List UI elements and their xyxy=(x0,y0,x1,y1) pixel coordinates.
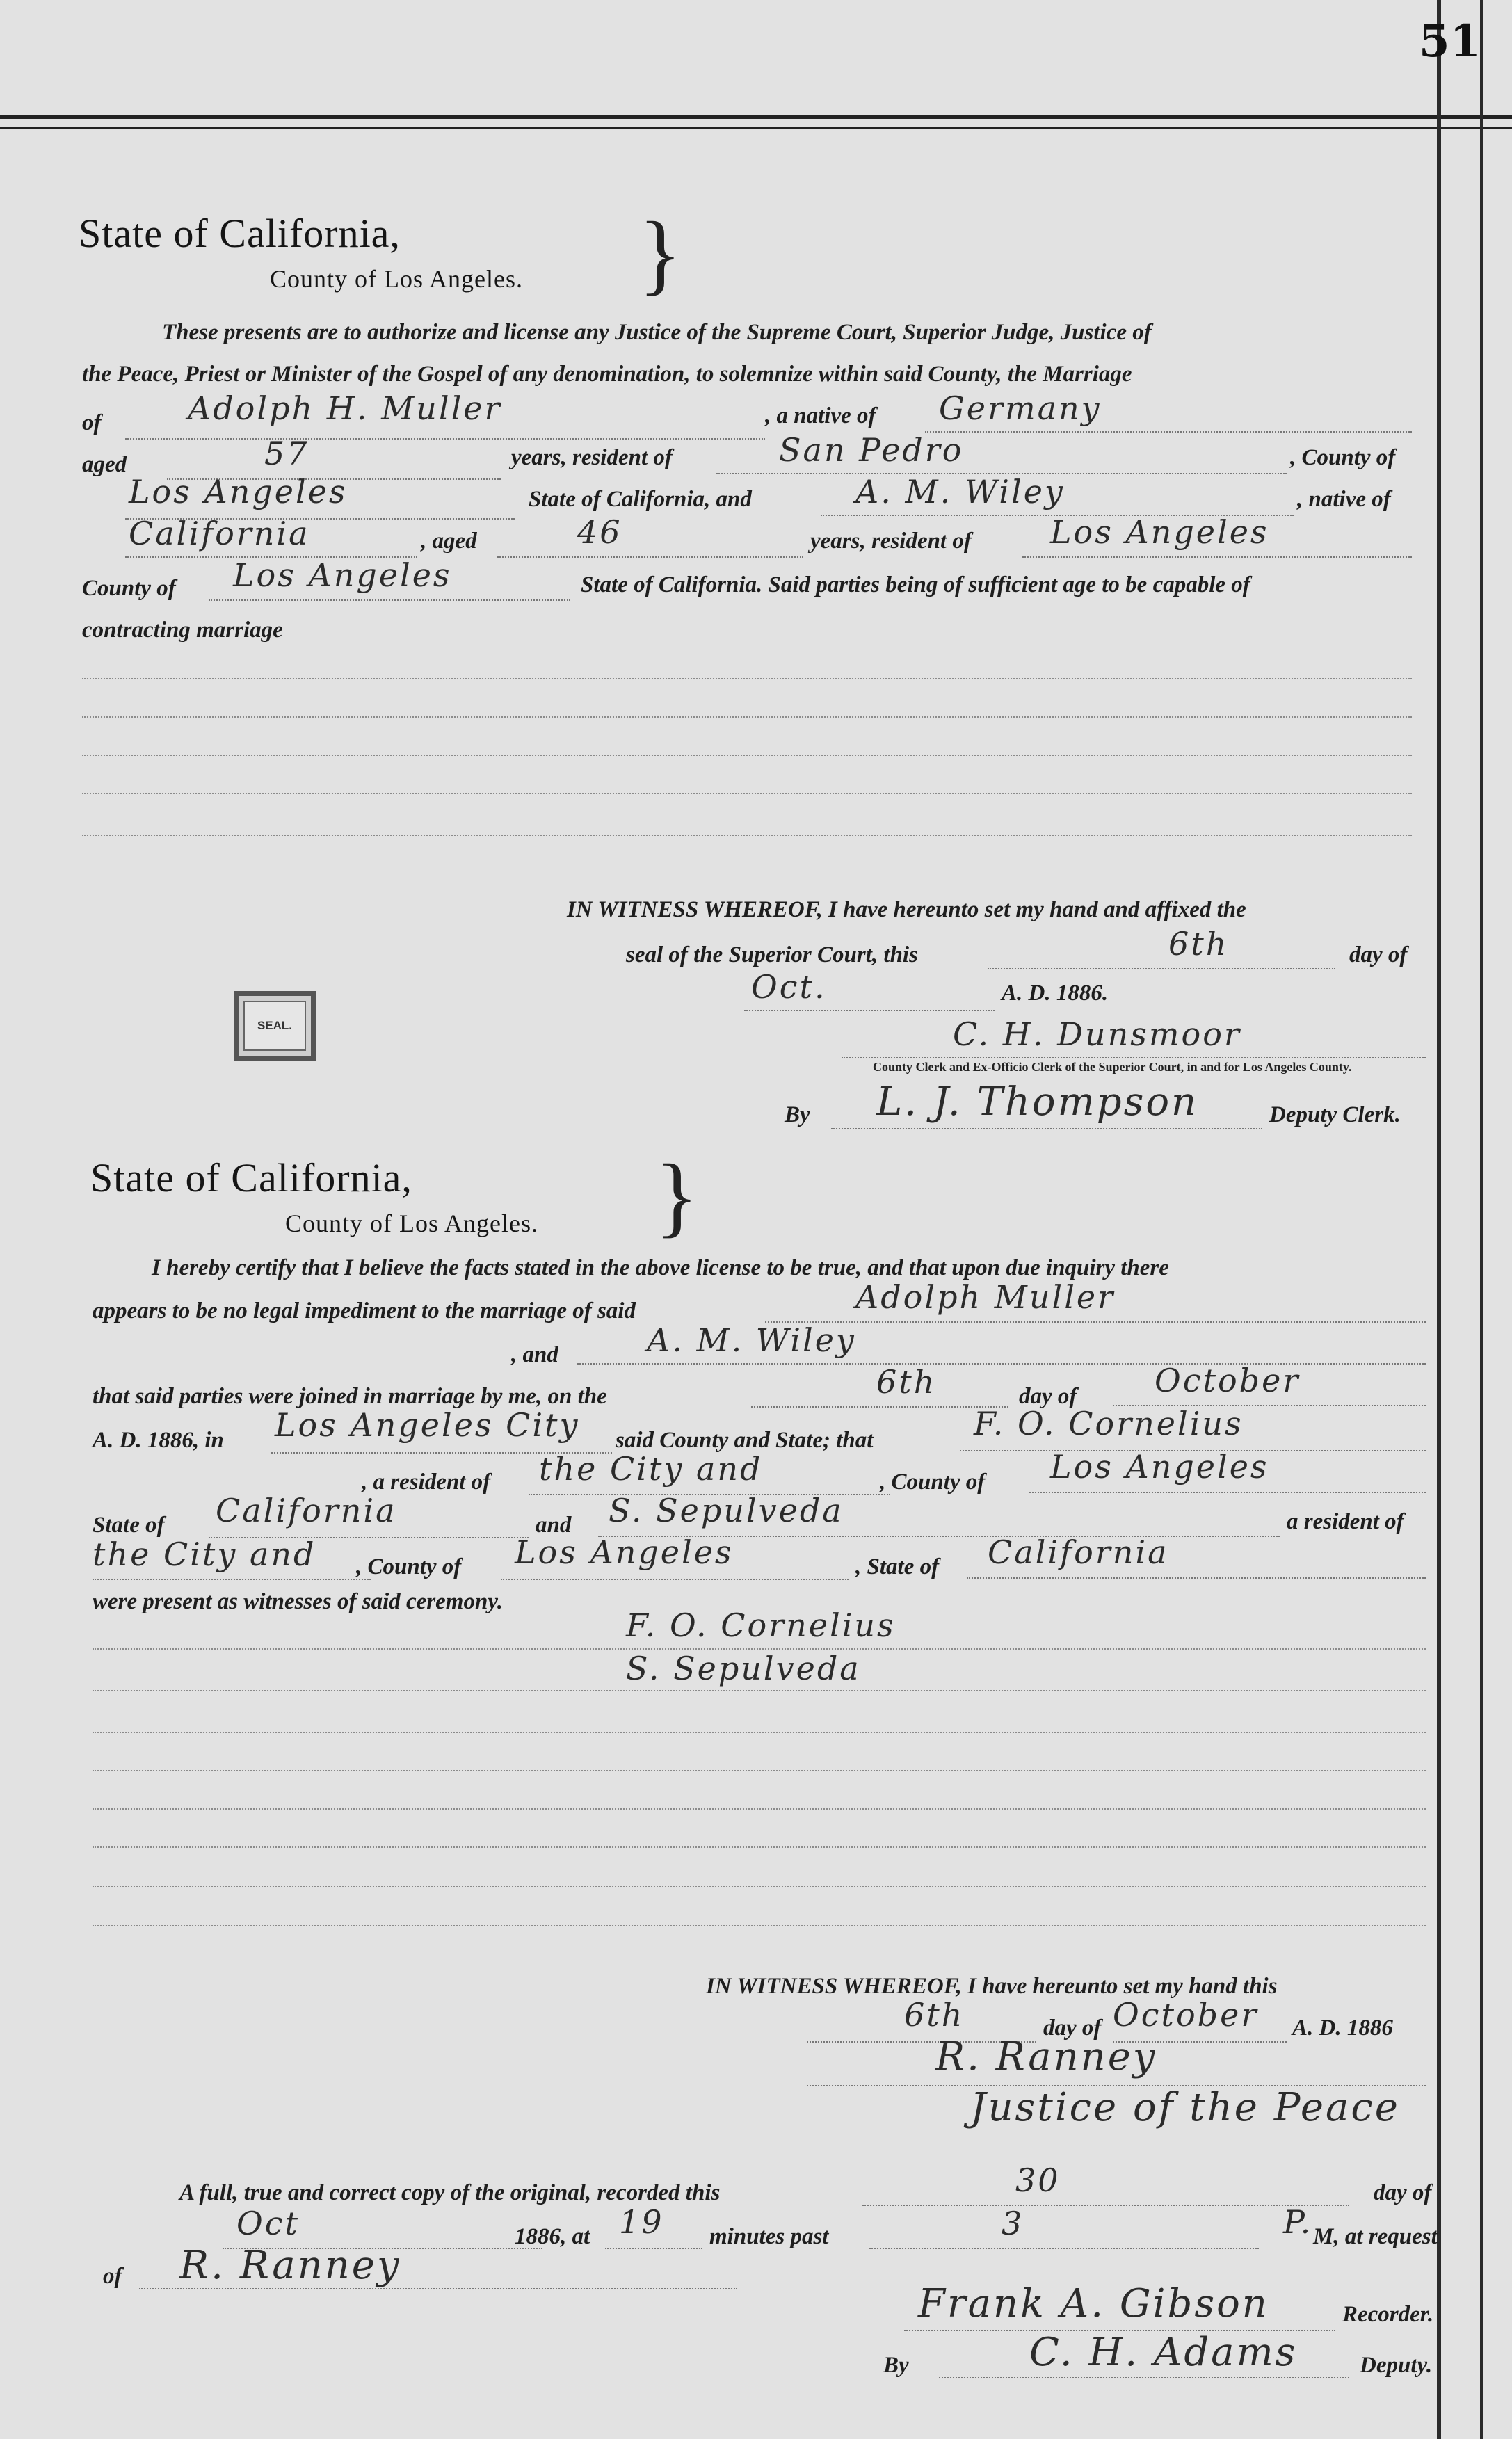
license-state-heading: State of California, xyxy=(79,211,401,256)
recorder-label: Recorder. xyxy=(1342,2302,1434,2327)
court-seal xyxy=(234,991,316,1061)
certificate-line-1: I hereby certify that I believe the facts stated in the above license to be true, and that upon due inquiry there xyxy=(152,1255,1169,1280)
cert-sig-witness2: S. Sepulveda xyxy=(626,1650,861,1687)
rec-hour-line xyxy=(869,2248,1259,2249)
license-line-2: the Peace, Priest or Minister of the Gospel of any denomination, to solemnize within said County, the Marriage xyxy=(82,362,1132,387)
cert-groom-line xyxy=(765,1321,1426,1323)
license-blank-line-3 xyxy=(82,755,1412,756)
sufficient-age-text: State of California. Said parties being of sufficient age to be capable of xyxy=(581,572,1250,597)
deputy-signature-line xyxy=(831,1128,1262,1129)
cert-w2-state-line xyxy=(967,1577,1426,1579)
rec-month: Oct xyxy=(236,2205,300,2242)
recording-line-1: A full, true and correct copy of the original, recorded this xyxy=(179,2180,721,2205)
cert-bride-name: A. M. Wiley xyxy=(647,1321,856,1359)
cert-county-of2-label: , County of xyxy=(356,1554,462,1579)
cert-w2-residence: the City and xyxy=(93,1536,316,1573)
license-line-1: These presents are to authorize and license any Justice of the Supreme Court, Superior Judge, Justice of xyxy=(162,320,1152,345)
witness-month-line xyxy=(744,1010,995,1011)
cert-resident-of-label: , a resident of xyxy=(362,1470,491,1495)
native-of-label: , a native of xyxy=(765,403,876,428)
groom-residence: San Pedro xyxy=(779,431,964,469)
cert-blank-line-3 xyxy=(93,1808,1426,1810)
rec-deputy-label: Deputy. xyxy=(1360,2353,1433,2378)
rec-deputy-signature: C. H. Adams xyxy=(1029,2330,1298,2375)
rec-day-of-label: day of xyxy=(1374,2180,1432,2205)
cert-place: Los Angeles City xyxy=(275,1406,580,1444)
license-day-of-label: day of xyxy=(1349,942,1408,967)
bride-years-resident-label: years, resident of xyxy=(810,529,972,554)
cert-and2-label: and xyxy=(536,1513,572,1538)
cert-joined-day: 6th xyxy=(876,1363,937,1401)
cert-state-of-label: State of xyxy=(93,1513,165,1538)
license-blank-line-5 xyxy=(82,835,1412,836)
bride-native-label: , native of xyxy=(1297,487,1391,512)
groom-native: Germany xyxy=(939,389,1102,427)
groom-name: Adolph H. Muller xyxy=(188,389,502,427)
cert-blank-line-1 xyxy=(93,1732,1426,1733)
cert-w1-county: Los Angeles xyxy=(1050,1448,1269,1486)
aged-label: aged xyxy=(82,452,127,477)
bride-residence: Los Angeles xyxy=(1050,513,1269,551)
bride-county-line xyxy=(209,599,570,601)
cert-w1-residence: the City and xyxy=(539,1450,763,1488)
license-blank-line-1 xyxy=(82,678,1412,679)
cert-blank-line-5 xyxy=(93,1886,1426,1887)
cert-w2-state: California xyxy=(988,1534,1169,1571)
rec-year: 1886, at xyxy=(515,2224,590,2249)
clerk-signature-line xyxy=(842,1057,1426,1058)
rec-deputy-line xyxy=(939,2377,1349,2378)
bride-aged-label: , aged xyxy=(421,529,477,554)
certificate-brace: } xyxy=(655,1146,699,1246)
cert-groom-name: Adolph Muller xyxy=(855,1278,1116,1316)
bride-county-label: County of xyxy=(82,576,176,601)
cert-w2-residence-line xyxy=(93,1579,371,1580)
cert-joined-month: October xyxy=(1155,1362,1301,1399)
certificate-line-2: appears to be no legal impediment to the marriage of said xyxy=(93,1298,636,1323)
clerk-signature: C. H. Dunsmoor xyxy=(953,1015,1241,1053)
top-rule-thin xyxy=(0,127,1512,129)
license-blank-line-4 xyxy=(82,793,1412,794)
license-blank-line-2 xyxy=(82,716,1412,718)
groom-county: Los Angeles xyxy=(129,473,348,510)
groom-native-line xyxy=(925,431,1412,433)
county-of-label: , County of xyxy=(1290,445,1396,470)
state-and-label: State of California, and xyxy=(529,487,752,512)
bride-county: Los Angeles xyxy=(233,556,452,594)
rec-minutes: 19 xyxy=(619,2203,664,2241)
license-by-label: By xyxy=(785,1102,810,1127)
cert-witness-day-of-label: day of xyxy=(1043,2015,1102,2040)
license-witness-line-2: seal of the Superior Court, this xyxy=(626,942,918,967)
rec-m-request-label: M, at request xyxy=(1313,2224,1438,2249)
cert-w2-county-line xyxy=(501,1579,849,1580)
of-label: of xyxy=(82,410,102,435)
rec-of-label: of xyxy=(103,2264,122,2289)
cert-present-label: were present as witnesses of said ceremony. xyxy=(93,1589,503,1614)
clerk-caption: County Clerk and Ex-Officio Clerk of the Superior Court, in and for Los Angeles County. xyxy=(873,1060,1352,1074)
cert-day-of-label: day of xyxy=(1019,1384,1077,1409)
cert-witness-month: October xyxy=(1113,1996,1259,2034)
right-edge-rule xyxy=(1480,0,1483,2439)
cert-witness2: S. Sepulveda xyxy=(609,1492,844,1529)
cert-state-of2-label: , State of xyxy=(855,1554,940,1579)
witness-day-line xyxy=(988,968,1335,969)
cert-joined-label: that said parties were joined in marriage by me, on the xyxy=(93,1384,607,1409)
cert-blank-line-6 xyxy=(93,1925,1426,1926)
groom-name-line xyxy=(125,438,765,440)
recorder-signature: Frank A. Gibson xyxy=(918,2281,1269,2326)
rec-minutes-past-label: minutes past xyxy=(709,2224,829,2249)
bride-age: 46 xyxy=(577,513,622,551)
cert-and-label: , and xyxy=(511,1342,558,1367)
cert-w1-county-line xyxy=(1029,1492,1426,1493)
cert-county-state-label: said County and State; that xyxy=(616,1428,874,1453)
cert-witness1: F. O. Cornelius xyxy=(974,1405,1244,1442)
contracting-text: contracting marriage xyxy=(82,618,283,643)
license-ad-year: A. D. 1886. xyxy=(1002,981,1109,1006)
cert-witness-day: 6th xyxy=(904,1996,965,2034)
license-county-heading: County of Los Angeles. xyxy=(270,265,523,293)
top-rule xyxy=(0,115,1512,119)
groom-age: 57 xyxy=(264,435,309,472)
rec-by-label: By xyxy=(883,2353,909,2378)
rec-requester-line xyxy=(139,2288,737,2289)
bride-residence-line xyxy=(1022,556,1412,558)
witness-month: Oct. xyxy=(751,968,827,1006)
deputy-signature: L. J. Thompson xyxy=(876,1079,1199,1125)
cert-day-line xyxy=(751,1406,1008,1408)
cert-blank-line-b xyxy=(93,1690,1426,1691)
officiant-signature: R. Ranney xyxy=(935,2034,1157,2079)
rec-ampm: P. xyxy=(1283,2203,1313,2241)
license-witness-line-1: IN WITNESS WHEREOF, I have hereunto set my hand and affixed the xyxy=(567,897,1246,922)
cert-a-resident-of-label: a resident of xyxy=(1287,1509,1404,1534)
cert-blank-line-2 xyxy=(93,1770,1426,1771)
rec-day: 30 xyxy=(1015,2162,1061,2199)
cert-county-of-label: , County of xyxy=(880,1470,986,1495)
bride-native: California xyxy=(129,515,310,552)
certificate-county-heading: County of Los Angeles. xyxy=(285,1209,538,1237)
officiant-title: Justice of the Peace xyxy=(970,2085,1400,2130)
years-resident-label: years, resident of xyxy=(511,445,673,470)
certificate-state-heading: State of California, xyxy=(90,1155,412,1200)
rec-requester: R. Ranney xyxy=(179,2243,401,2288)
deputy-clerk-label: Deputy Clerk. xyxy=(1269,1102,1401,1127)
cert-blank-line-4 xyxy=(93,1846,1426,1848)
right-margin-rule xyxy=(1437,0,1441,2439)
seal-label: SEAL. xyxy=(257,1019,293,1032)
rec-minutes-line xyxy=(605,2248,702,2249)
cert-sig-witness1: F. O. Cornelius xyxy=(626,1607,896,1644)
cert-witness-ad: A. D. 1886 xyxy=(1292,2015,1393,2040)
page-number: 51 xyxy=(1419,15,1481,67)
rec-day-line xyxy=(862,2205,1349,2206)
bride-age-line xyxy=(497,556,803,558)
rec-hour: 3 xyxy=(1002,2205,1024,2242)
bride-name: A. M. Wiley xyxy=(855,473,1065,510)
cert-ad-label: A. D. 1886, in xyxy=(93,1428,224,1453)
cert-w1-state: California xyxy=(216,1492,397,1529)
license-brace: } xyxy=(638,204,682,304)
cert-w2-county: Los Angeles xyxy=(515,1534,734,1571)
seal-inner-box xyxy=(243,1001,306,1051)
witness-day: 6th xyxy=(1168,925,1229,963)
cert-witness-line: IN WITNESS WHEREOF, I have hereunto set my hand this xyxy=(706,1974,1278,1999)
